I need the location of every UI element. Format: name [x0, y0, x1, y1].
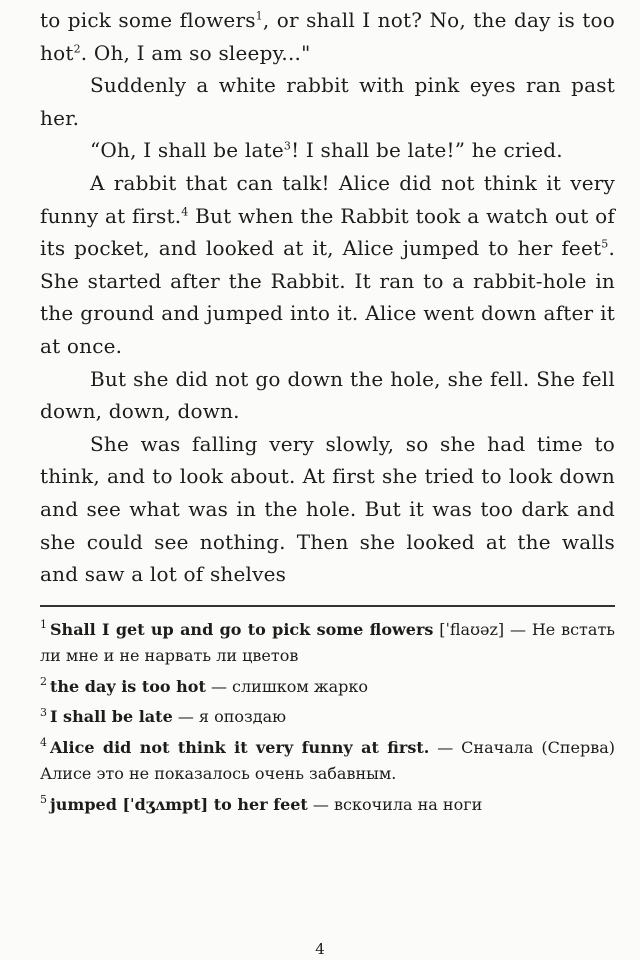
footnote-translation: — Сначала (Сперва) Алисе это не показалось очень забавным. — [40, 737, 616, 784]
footnote-translation: [ˈflaʊəz] — Не встать ли мне и не нарвать ли цветов — [40, 619, 616, 666]
page-number: 4 — [315, 940, 325, 958]
footnote-number: 1 — [40, 618, 47, 632]
footnote-ref-1[interactable]: 1 — [255, 9, 263, 23]
footnote-number: 2 — [40, 675, 47, 689]
main-text — [40, 4, 615, 591]
paragraph-4-text-b: But when the Rabbit took a watch out of its pocket, and looked at it, Alice jumped to her feet — [40, 203, 615, 261]
footnote-1 — [40, 617, 615, 670]
footnote-ref-5[interactable]: 5 — [601, 237, 609, 251]
footnote-term: Shall I get up and go to pick some flowers — [50, 619, 434, 639]
paragraph-2: Suddenly a white rabbit with pink eyes ran past her. — [40, 73, 615, 130]
paragraph-3 — [40, 134, 615, 167]
footnote-translation: — вскочила на ноги — [307, 794, 483, 814]
paragraph-1-text-c: . Oh, I am so sleepy..." — [80, 40, 311, 65]
footnote-term: jumped [ˈdʒʌmpt] to her feet — [50, 794, 308, 814]
book-page — [40, 4, 615, 822]
footnote-number: 4 — [40, 736, 47, 750]
footnote-ref-2[interactable]: 2 — [73, 41, 81, 55]
paragraph-3-text-b: ! I shall be late!” he cried. — [291, 138, 563, 163]
paragraph-1 — [40, 4, 615, 69]
footnote-2 — [40, 674, 615, 701]
footnote-term: I shall be late — [50, 707, 173, 727]
paragraph-1-text-b: , or shall I not? No, the day is too hot — [40, 8, 615, 65]
footnote-translation: — я опоздаю — [172, 707, 287, 727]
footnote-ref-4[interactable]: 4 — [181, 204, 189, 218]
footnote-5 — [40, 792, 615, 819]
footnote-number: 5 — [40, 793, 47, 807]
paragraph-4 — [40, 167, 615, 363]
footnote-divider — [40, 605, 615, 607]
paragraph-6: She was falling very slowly, so she had time to think, and to look about. At first she tried to look down and see what was in the hole. But it was too dark and she could see nothing. Then she looked at the walls and saw a lot of shelves — [40, 431, 615, 587]
footnote-3 — [40, 704, 615, 731]
paragraph-4-text-c: . She started after the Rabbit. It ran to a rabbit-hole in the ground and jumped into it. Alice went down after it at once. — [40, 236, 615, 358]
paragraph-4-text-a: A rabbit that can talk! Alice did not think it very funny at first. — [40, 170, 615, 228]
footnote-4 — [40, 735, 615, 788]
footnote-translation: — слишком жарко — [205, 676, 368, 696]
paragraph-1-text-a: to pick some flowers — [40, 8, 256, 32]
paragraph-5: But she did not go down the hole, she fell. She fell down, down, down. — [40, 366, 615, 424]
footnote-term: Alice did not think it very funny at first. — [50, 737, 430, 757]
paragraph-3-text-a: “Oh, I shall be late — [90, 138, 284, 163]
footnote-ref-3[interactable]: 3 — [283, 139, 292, 153]
footnote-term: the day is too hot — [50, 676, 206, 696]
footnote-number: 3 — [40, 705, 47, 719]
footnotes — [40, 617, 615, 819]
